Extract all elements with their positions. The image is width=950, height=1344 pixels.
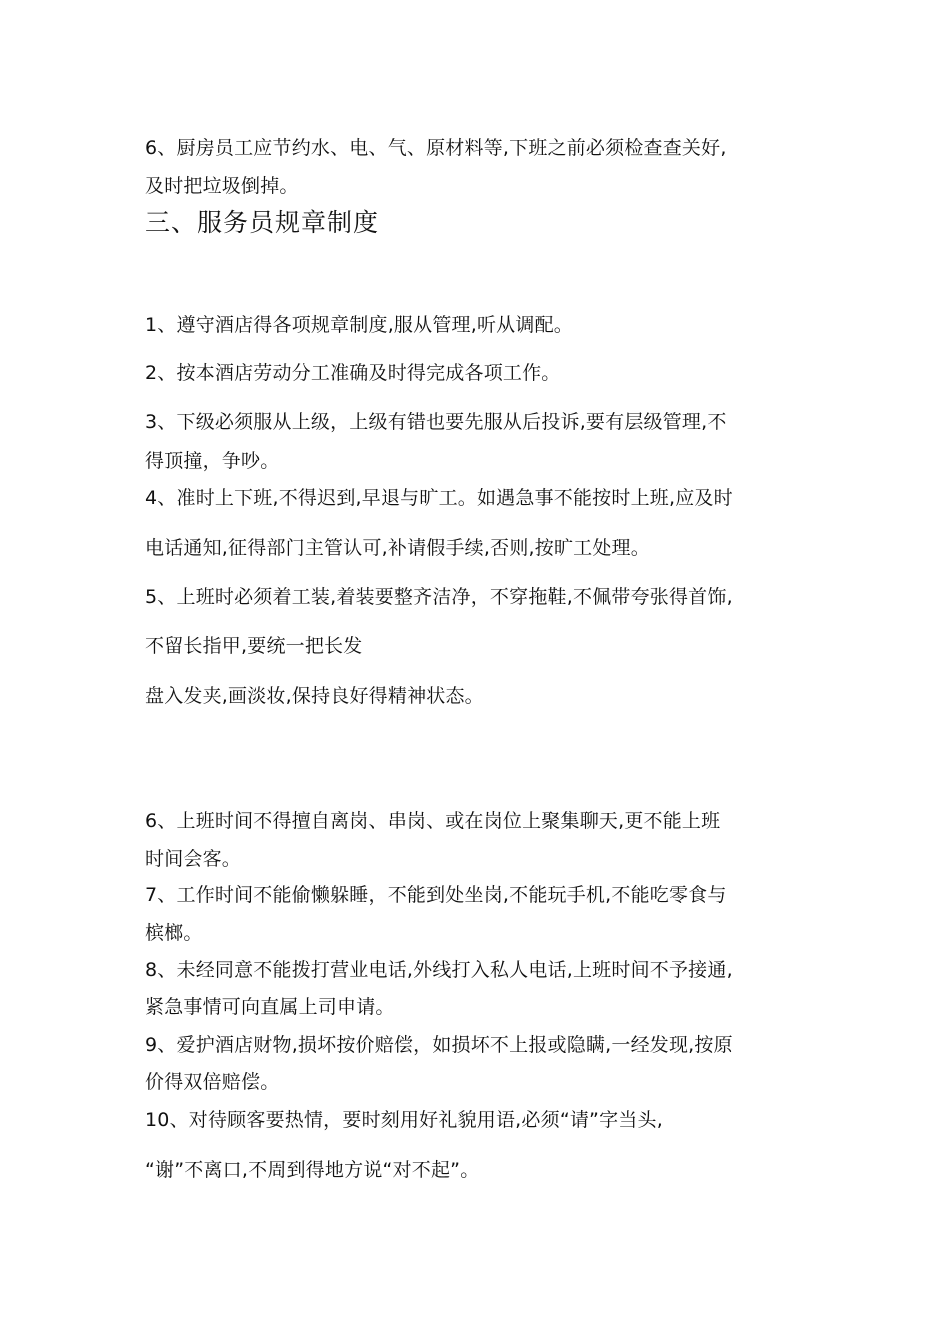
rule-8-line-2: 紧急事情可向直属上司申请。	[145, 996, 395, 1018]
rule-5-line-2: 不留长指甲,要统一把长发	[145, 635, 363, 657]
rule-3-line-2: 得顶撞，争吵。	[145, 450, 280, 472]
rule-8-line-1: 8、未经同意不能拨打营业电话,外线打入私人电话,上班时间不予接通,	[145, 959, 733, 981]
rule-10-line-1: 10、对待顾客要热情，要时刻用好礼貌用语,必须“请”字当头,	[145, 1109, 663, 1131]
rule-1: 1、遵守酒店得各项规章制度,服从管理,听从调配。	[145, 314, 573, 336]
rule-9-line-1: 9、爱护酒店财物,损坏按价赔偿，如损坏不上报或隐瞒,一经发现,按原	[145, 1034, 733, 1056]
rule-9-line-2: 价得双倍赔偿。	[145, 1071, 280, 1093]
rule-10-line-2: “谢”不离口,不周到得地方说“对不起”。	[145, 1159, 480, 1181]
rule-7-line-2: 槟榔。	[145, 922, 203, 944]
rule-5-line-1: 5、上班时必须着工装,着装要整齐洁净，不穿拖鞋,不佩带夸张得首饰,	[145, 586, 733, 608]
rule-5-line-3: 盘入发夹,画淡妆,保持良好得精神状态。	[145, 685, 484, 707]
rule-2: 2、按本酒店劳动分工准确及时得完成各项工作。	[145, 362, 561, 384]
rule-3-line-1: 3、下级必须服从上级，上级有错也要先服从后投诉,要有层级管理,不	[145, 411, 727, 433]
rule-6-line-1: 6、上班时间不得擅自离岗、串岗、或在岗位上聚集聊天,更不能上班	[145, 810, 721, 832]
rule-4-line-1: 4、准时上下班,不得迟到,早退与旷工。如遇急事不能按时上班,应及时	[145, 487, 733, 509]
rule-6-line-2: 时间会客。	[145, 848, 242, 870]
section-heading: 三、服务员规章制度	[145, 208, 380, 237]
rule-4-line-2: 电话通知,征得部门主管认可,补请假手续,否则,按旷工处理。	[145, 537, 650, 559]
rule-7-line-1: 7、工作时间不能偷懒躲睡，不能到处坐岗,不能玩手机,不能吃零食与	[145, 884, 727, 906]
kitchen-rule-6-line-1: 6、厨房员工应节约水、电、气、原材料等,下班之前必须检查查关好,	[145, 137, 727, 159]
kitchen-rule-6-line-2: 及时把垃圾倒掉。	[145, 175, 299, 197]
